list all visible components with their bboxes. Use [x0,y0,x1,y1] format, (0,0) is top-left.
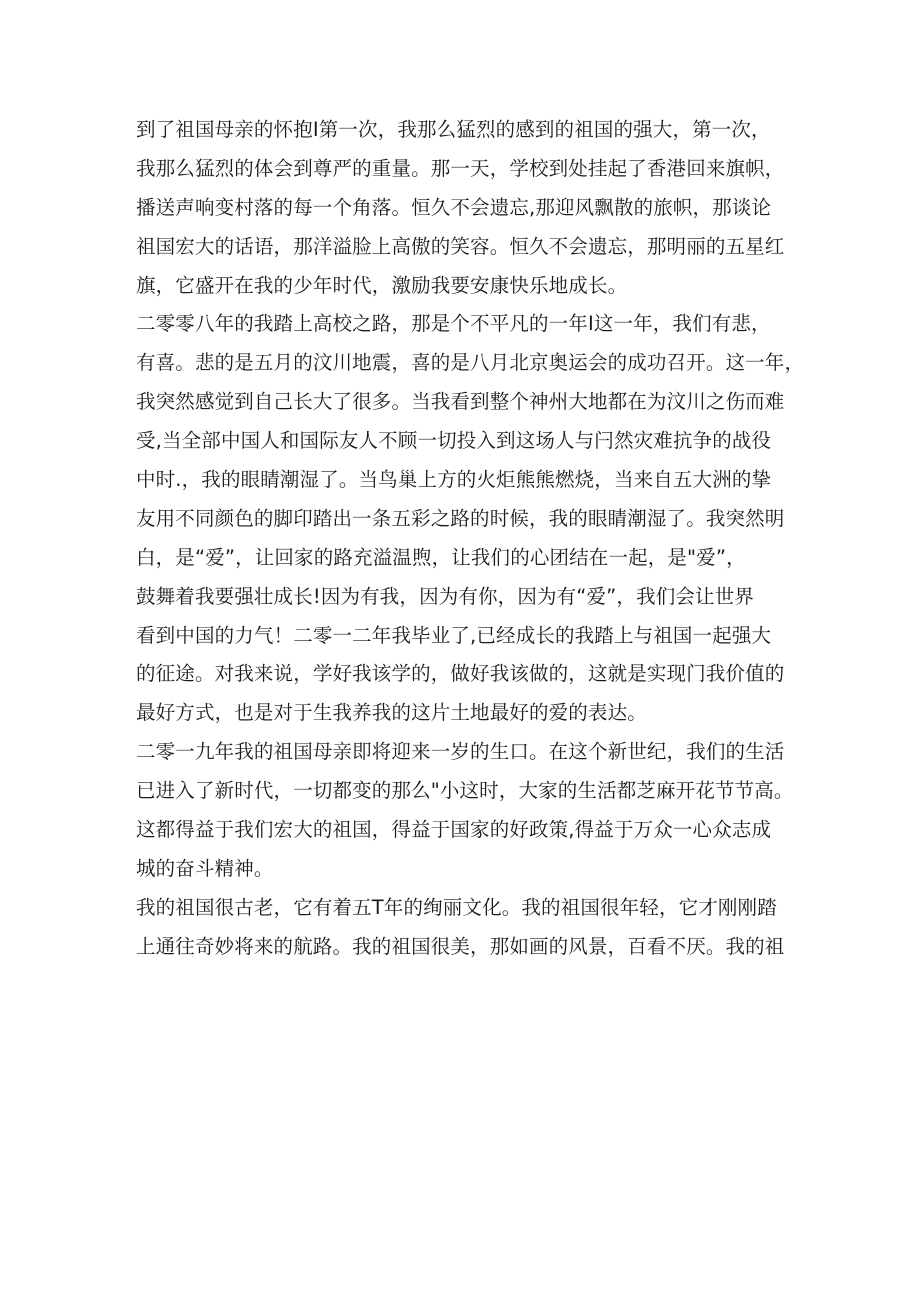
text-line-14: 看到中国的力气！二零一二年我毕业了,已经成长的我踏上与祖国一起强大 [136,623,772,647]
text-line-8: 我突然感觉到自己长大了很多。当我看到整个神州大地都在为汶川之伤而难 [136,390,785,414]
text-line-21: 我的祖国很古老，它有着五T年的绚丽文化。我的祖国很年轻，它才刚刚踏 [136,895,777,919]
text-line-16: 最好方式，也是对于生我养我的这片土地最好的爱的表达。 [136,701,647,725]
text-line-11: 友用不同颜色的脚印踏出一条五彩之路的时候，我的眼睛潮湿了。我突然明 [136,506,785,530]
text-line-7: 有喜。悲的是五月的汶川地震，喜的是八月北京奥运会的成功召开。这一年， [136,351,805,375]
text-line-20: 城的奋斗精神。 [136,856,274,880]
text-line-22: 上通往奇妙将来的航路。我的祖国很美，那如画的风景，百看不厌。我的祖 [136,934,785,958]
text-line-19: 这都得益于我们宏大的祖国，得益于国家的好政策,得益于万众一心众志成 [136,818,772,842]
text-line-10: 中时.，我的眼睛潮湿了。当鸟巢上方的火炬熊熊燃烧，当来自五大洲的挚 [136,468,772,492]
text-line-18: 已进入了新时代，一切都变的那么"小这时，大家的生活都芝麻开花节节高。 [136,779,794,803]
text-line-6: 二零零八年的我踏上高校之路，那是个不平凡的一年I这一年，我们有悲， [136,312,771,336]
text-line-2: 我那么猛烈的体会到尊严的重量。那一天，学校到处挂起了香港回来旗帜， [136,156,785,180]
text-line-15: 的征途。对我来说，学好我该学的，做好我该做的，这就是实现门我价值的 [136,662,785,686]
text-line-12: 白，是“爱”，让回家的路充溢温煦，让我们的心团结在一起，是"爱”， [136,545,746,569]
text-line-17: 二零一九年我的祖国母亲即将迎来一岁的生口。在这个新世纪，我们的生活 [136,740,785,764]
text-line-4: 祖国宏大的话语，那洋溢脸上高傲的笑容。恒久不会遗忘，那明丽的五星红 [136,234,785,258]
essay-text-block [136,111,816,967]
text-line-13: 鼓舞着我要强壮成长!因为有我，因为有你，因为有“爱”，我们会让世界 [136,584,754,608]
text-line-5: 旗，它盛开在我的少年时代，激励我要安康快乐地成长。 [136,273,628,297]
text-line-3: 播送声响变村落的每一个角落。恒久不会遗忘,那迎风飘散的旅帜，那谈论 [136,195,772,219]
text-line-1: 到了祖国母亲的怀抱I第一次，我那么猛烈的感到的祖国的强大，第一次， [136,118,771,141]
text-line-9: 受,当全部中国人和国际友人不顾一切投入到这场人与闩然灾难抗争的战役 [136,429,772,453]
